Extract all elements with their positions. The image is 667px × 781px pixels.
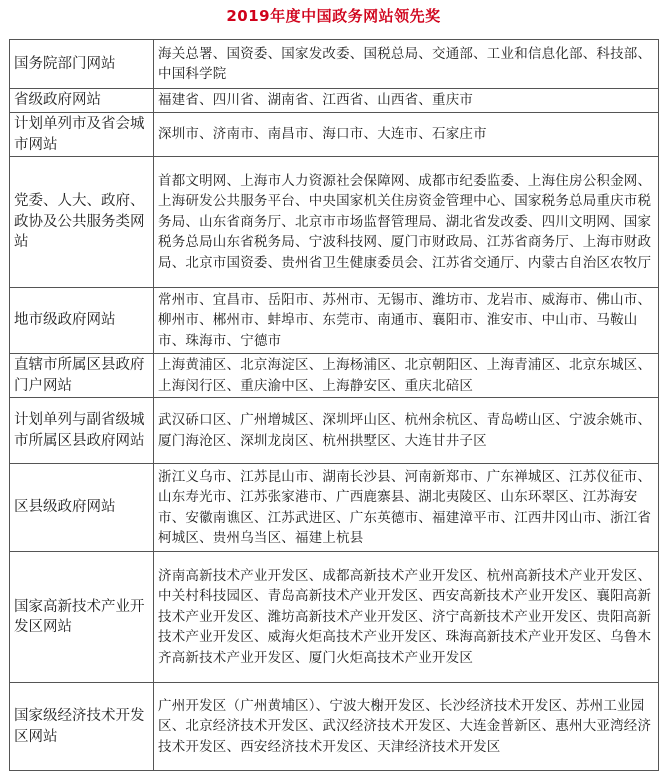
category-cell: 计划单列市及省会城市网站 xyxy=(10,113,154,157)
category-cell: 直辖市所属区县政府门户网站 xyxy=(10,354,154,398)
winners-cell: 福建省、四川省、湖南省、江西省、山西省、重庆市 xyxy=(154,89,659,113)
category-cell: 党委、人大、政府、政协及公共服务类网站 xyxy=(10,157,154,288)
table-row xyxy=(10,552,659,683)
table-row xyxy=(10,113,659,157)
table-row xyxy=(10,464,659,552)
awards-table xyxy=(9,39,659,771)
page-title: 2019年度中国政务网站领先奖 xyxy=(226,7,441,25)
winners-cell: 武汉硚口区、广州增城区、深圳坪山区、杭州余杭区、青岛崂山区、宁波余姚市、厦门海沧区、深圳龙岗区、杭州拱墅区、大连甘井子区 xyxy=(154,398,659,464)
table-row xyxy=(10,398,659,464)
table-row xyxy=(10,288,659,354)
winners-cell: 常州市、宜昌市、岳阳市、苏州市、无锡市、潍坊市、龙岩市、威海市、佛山市、柳州市、郴州市、蚌埠市、东莞市、南通市、襄阳市、淮安市、中山市、马鞍山市、珠海市、宁德市 xyxy=(154,288,659,354)
table-row xyxy=(10,89,659,113)
winners-cell: 浙江义乌市、江苏昆山市、湖南长沙县、河南新郑市、广东禅城区、江苏仪征市、山东寿光市、江苏张家港市、广西鹿寨县、湖北夷陵区、山东环翠区、江苏海安市、安徽南谯区、江苏武进区、广东英德市、福建漳平市、江西井冈山市、浙江省柯城区、贵州乌当区、福建上杭县 xyxy=(154,464,659,552)
winners-cell: 广州开发区（广州黄埔区）、宁波大榭开发区、长沙经济技术开发区、苏州工业园区、北京经济技术开发区、武汉经济技术开发区、大连金普新区、惠州大亚湾经济技术开发区、西安经济技术开发区、天津经济技术开发区 xyxy=(154,683,659,771)
category-cell: 国家高新技术产业开发区网站 xyxy=(10,552,154,683)
category-cell: 计划单列与副省级城市所属区县政府网站 xyxy=(10,398,154,464)
table-row xyxy=(10,683,659,771)
category-cell: 省级政府网站 xyxy=(10,89,154,113)
category-cell: 地市级政府网站 xyxy=(10,288,154,354)
winners-cell: 济南高新技术产业开发区、成都高新技术产业开发区、杭州高新技术产业开发区、中关村科技园区、青岛高新技术产业开发区、西安高新技术产业开发区、襄阳高新技术产业开发区、潍坊高新技术产业开发区、济宁高新技术产业开发区、贵阳高新技术产业开发区、威海火炬高技术产业开发区、珠海高新技术产业开发区、乌鲁木齐高新技术产业开发区、厦门火炬高技术产业开发区 xyxy=(154,552,659,683)
category-cell: 国务院部门网站 xyxy=(10,40,154,89)
winners-cell: 首都文明网、上海市人力资源社会保障网、成都市纪委监委、上海住房公积金网、上海研发公共服务平台、中央国家机关住房资金管理中心、国家税务总局重庆市税务局、山东省商务厅、北京市市场监督管理局、湖北省发改委、四川文明网、国家税务总局山东省税务局、宁波科技网、厦门市财政局、江苏省商务厅、上海市财政局、北京市国资委、贵州省卫生健康委员会、江苏省交通厅、内蒙古自治区农牧厅 xyxy=(154,157,659,288)
winners-cell: 深圳市、济南市、南昌市、海口市、大连市、石家庄市 xyxy=(154,113,659,157)
table-row xyxy=(10,157,659,288)
table-row xyxy=(10,354,659,398)
winners-cell: 上海黄浦区、北京海淀区、上海杨浦区、北京朝阳区、上海青浦区、北京东城区、上海闵行区、重庆渝中区、上海静安区、重庆北碚区 xyxy=(154,354,659,398)
table-row xyxy=(10,40,659,89)
category-cell: 国家级经济技术开发区网站 xyxy=(10,683,154,771)
winners-cell: 海关总署、国资委、国家发改委、国税总局、交通部、工业和信息化部、科技部、中国科学院 xyxy=(154,40,659,89)
category-cell: 区县级政府网站 xyxy=(10,464,154,552)
